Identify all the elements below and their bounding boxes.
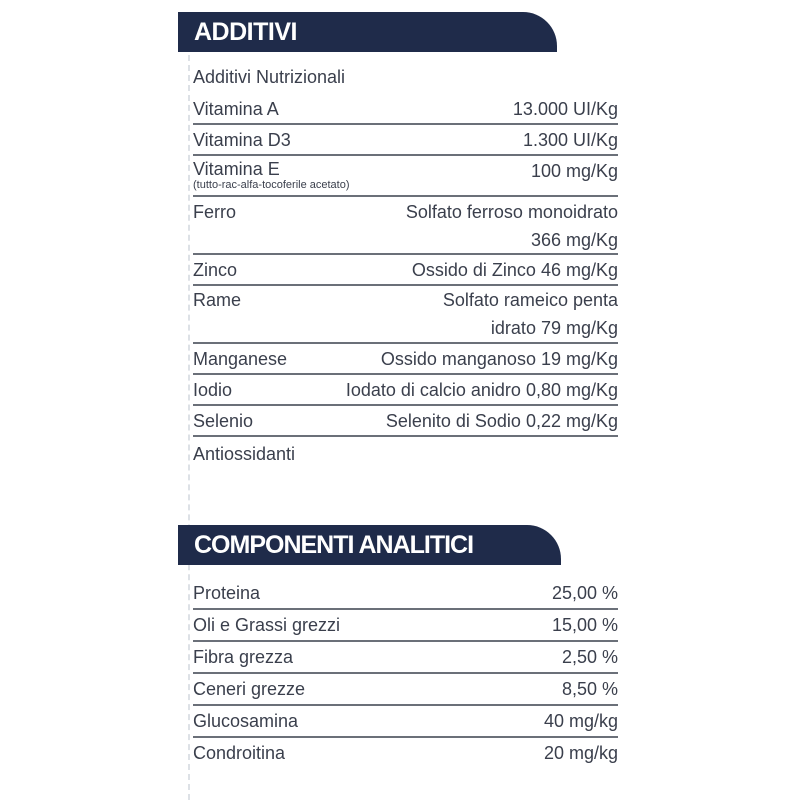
row-label: Condroitina xyxy=(193,743,286,763)
componenti-analitici-header: COMPONENTI ANALITICI xyxy=(178,525,561,565)
table-row xyxy=(193,156,618,197)
additivi-subtitle: Additivi Nutrizionali xyxy=(193,67,346,87)
table-row xyxy=(193,286,618,344)
row-label: Ceneri grezze xyxy=(193,679,306,699)
table-row xyxy=(193,94,618,125)
table-row xyxy=(193,578,618,610)
row-value: 1.300 UI/Kg xyxy=(522,130,618,150)
row-value-line1: Solfato rameico penta xyxy=(442,290,618,310)
row-value: 25,00 % xyxy=(551,583,618,603)
row-label: Proteina xyxy=(193,583,261,603)
row-value: 2,50 % xyxy=(561,647,618,667)
row-label: Fibra grezza xyxy=(193,647,294,667)
row-label: Glucosamina xyxy=(193,711,299,731)
dashed-guide-line xyxy=(188,55,190,800)
row-value: Iodato di calcio anidro 0,80 mg/Kg xyxy=(345,380,618,400)
table-row xyxy=(193,610,618,642)
row-value: 13.000 UI/Kg xyxy=(512,99,618,119)
row-label: Vitamina D3 xyxy=(193,130,291,150)
row-label: Selenio xyxy=(193,411,254,431)
table-row xyxy=(193,375,618,406)
row-label xyxy=(193,159,350,191)
row-value: Ossido di Zinco 46 mg/Kg xyxy=(411,260,618,280)
table-row xyxy=(193,197,618,255)
row-label: Vitamina A xyxy=(193,99,279,119)
row-value: 40 mg/kg xyxy=(543,711,618,731)
antiossidanti-label: Antiossidanti xyxy=(193,444,296,464)
row-value: 100 mg/Kg xyxy=(530,161,618,181)
table-row xyxy=(193,406,618,437)
row-label-note: (tutto-rac-alfa-tocoferile acetato) xyxy=(193,179,350,191)
row-value xyxy=(443,286,618,342)
row-value-line2: 366 mg/Kg xyxy=(530,230,618,250)
row-value: 20 mg/kg xyxy=(543,743,618,763)
row-value: Selenito di Sodio 0,22 mg/Kg xyxy=(385,411,618,431)
row-label: Manganese xyxy=(193,349,288,369)
row-label: Ferro xyxy=(193,202,237,222)
row-value-line2: idrato 79 mg/Kg xyxy=(490,318,618,338)
row-label: Zinco xyxy=(193,260,238,280)
table-row xyxy=(193,738,618,770)
additivi-section xyxy=(193,62,618,471)
row-value xyxy=(406,198,618,254)
table-row xyxy=(193,642,618,674)
table-row xyxy=(193,125,618,156)
row-value: 15,00 % xyxy=(551,615,618,635)
table-row xyxy=(193,255,618,286)
row-label: Rame xyxy=(193,290,242,310)
row-label: Iodio xyxy=(193,380,233,400)
row-label: Oli e Grassi grezzi xyxy=(193,615,341,635)
row-value: 8,50 % xyxy=(561,679,618,699)
additivi-header: ADDITIVI xyxy=(178,12,557,52)
row-value: Ossido manganoso 19 mg/Kg xyxy=(380,349,618,369)
table-row xyxy=(193,344,618,375)
row-value-line1: Solfato ferroso monoidrato xyxy=(405,202,618,222)
componenti-section xyxy=(193,578,618,770)
table-row xyxy=(193,706,618,738)
table-row xyxy=(193,674,618,706)
row-label-text: Vitamina E xyxy=(193,159,280,179)
